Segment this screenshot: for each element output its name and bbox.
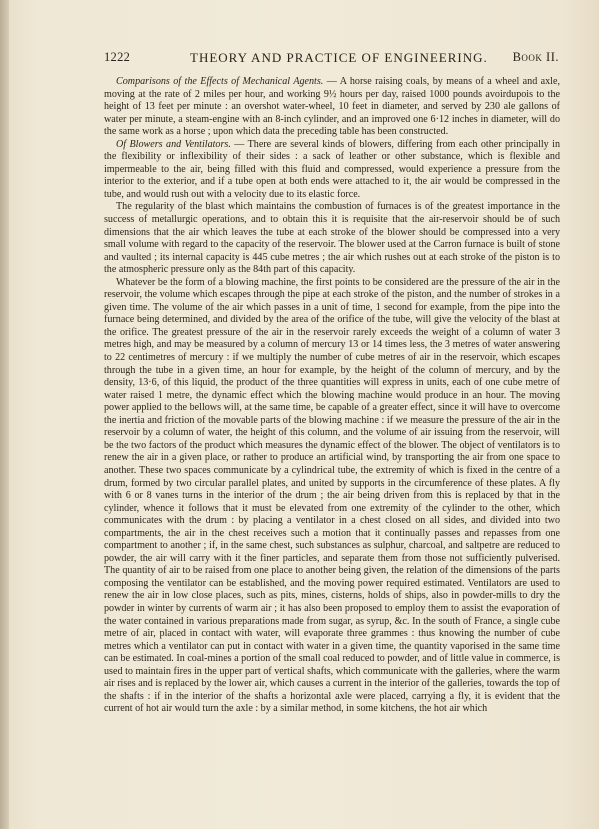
paragraph-blowing-machine — [104, 277, 560, 716]
paragraph-text: The regularity of the blast which maintains the combustion of furnaces is of the greatest importance in the success of metallurgic operations, and to obtain this it is requisite that the air-reservoir should be of such dimensions that the air which leaves the tube at each stroke of the blower should be compressed into a very small volume with regard to the capacity of the reservoir. The blower used at the Carron furnace is built of stone and vaulted ; its internal capacity is 445 cube metres ; the air which rushes out at each stroke of the piston is to the atmospheric pressure only as the 84th part of this capacity. — [104, 201, 560, 276]
paragraph-blowers — [104, 139, 560, 202]
paragraph-regularity — [104, 201, 560, 276]
paragraph-text: — A horse raising coals, by means of a wheel and axle, moving at the rate of 2 miles per hour, and working 9½ hours per day, raised 1000 pounds avoirdupois to the height of 13 feet per minute : an overshot water-wheel, 10 feet in diameter, and served by 230 ale gallons of water per minute, a steam-engine with an 8-inch cylinder, and an improved one 6·12 inches in diameter, will do the same work as a horse ; upon which data the preceding table has been constructed. — [104, 76, 560, 138]
paragraph-comparisons — [104, 76, 560, 139]
paragraph-text: — There are several kinds of blowers, differing from each other principally in the flexibility or inflexibility of their sides : a sack of leather or other substance, which is flexible and impermeable to the air, being filled with this fluid and compressed, would experience a pressure from the interior to the exterior, and if a tube open at both ends were attached to it, the air would be compressed in the tube, and would rush out with a velocity due to its elastic force. — [104, 138, 560, 200]
paragraph-text: Whatever be the form of a blowing machine, the first points to be considered are the pressure of the air in the reservoir, the volume which escapes through the pipe at each stroke of the piston, and the number of strokes in a given time. The volume of the air which passes in a unit of time, 1 second for example, from the pipe into the furnace being determined, and divided by the area of the orifice of the tube, will give the velocity of the blast at the orifice. The greatest pressure of the air in the reservoir rarely exceeds the weight of a column of water 3 metres high, and may be measured by a column of mercury 13 or 14 times less, the 3 metres of water answering to 22 centimetres of mercury : if we multiply the number of cube metres of air in the reservoir, which escapes through the tube in a given time, an hour for example, by the height of the column of mercury, and by the density, 13·6, of this liquid, the product of the three quantities will express in units, each of one cube metre of water raised 1 metre, the dynamic effect which the blowing machine would produce in an hour. The moving power applied to the bellows will, at the same time, be capable of a greater effect, since it will have to overcome the inertia and friction of the movable parts of the blowing machine : if we measure the pressure of the air in the reservoir by a column of water, the height of this column, and the volume of air issuing from the reservoir, will be the two factors of the product which measures the dynamic effect of the blower. The object of ventilators is to renew the air in a given place, or rather to produce an artificial wind, by transporting the air from one space to another. These two spaces communicate by a cylindrical tube, the extremity of which is fixed in the centre of a drum, formed by two circular parallel plates, and united by supports in the circumference of these plates. A fly with 6 or 8 vanes turns in the interior of the drum ; the air being driven from this is replaced by that in the cylinder, whence it follows that it must be elevated from one extremity of the cylinder to the other, which communicates with the drum : by placing a ventilator in a chest closed on all sides, and divided into two compartments, the air in the chest receives such a motion that it continually passes and repasses from one compartment to another ; if, in the same chest, such substances as sulphur, charcoal, and saltpetre are reduced to powder, the air will carry with it the finer particles, and separate them from those not sufficiently pulverised. The quantity of air to be raised from one place to another being given, the relation of the dimensions of the parts composing the ventilator can be established, and the moving power required estimated. Ventilators are used to renew the air in low close places, such as pits, mines, cisterns, holds of ships, also in powder-mills to dry the powder in winter by currents of warm air ; it has also been proposed to employ them to assist the evaporation of the water contained in various preparations made from sugar, as syrup, &c. In the south of France, a single cube metre of air, placed in contact with water, will evaporate three grammes : thus knowing the number of cube metres which a ventilator can put in contact with water in a given time, the quantity vaporised in the same time can be estimated. In coal-mines a portion of the small coal reduced to powder, and of little value in commerce, is used to maintain fires in the upper part of vertical shafts, which communicate with the galleries, where the warm air rises and is replaced by the lower air, which causes a current in the interior of the galleries, towards the top of the shafts : if in the interior of the shafts a horizontal axle were placed, carrying a fly, it is evident that the current of hot air would turn the axle : by a similar method, in some kitchens, the hot air which — [104, 276, 560, 715]
running-head — [104, 50, 559, 66]
page-gutter — [0, 0, 9, 829]
running-title: THEORY AND PRACTICE OF ENGINEERING. — [190, 50, 488, 65]
body-text — [104, 76, 560, 716]
book-label: Book II. — [512, 50, 559, 64]
page-number: 1222 — [104, 50, 131, 64]
section-heading: Comparisons of the Effects of Mechanical Agents. — [116, 76, 324, 87]
section-heading: Of Blowers and Ventilators. — [116, 138, 231, 150]
